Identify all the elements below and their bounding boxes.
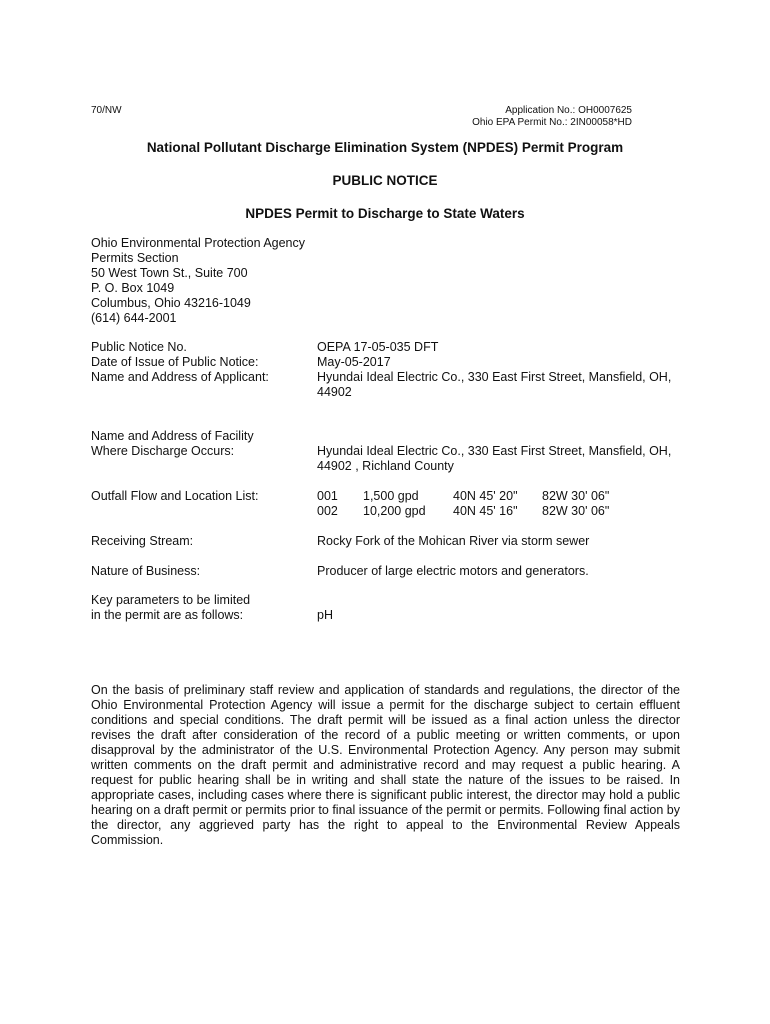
notice-no-label: Public Notice No. — [91, 340, 187, 354]
agency-city: Columbus, Ohio 43216-1049 — [91, 296, 251, 310]
applicant-line-2: 44902 — [317, 385, 352, 399]
program-title: National Pollutant Discharge Elimination System (NPDES) Permit Program — [146, 140, 624, 155]
issue-date-value: May-05-2017 — [317, 355, 391, 369]
facility-label-line-2: Where Discharge Occurs: — [91, 444, 235, 458]
applicant-label: Name and Address of Applicant: — [91, 370, 269, 384]
outfall-latitude: 40N 45' 20" — [453, 489, 518, 503]
agency-name: Ohio Environmental Protection Agency — [91, 236, 306, 250]
issue-date-label: Date of Issue of Public Notice: — [91, 355, 259, 369]
notice-title: PUBLIC NOTICE — [332, 173, 438, 188]
business-label: Nature of Business: — [91, 564, 201, 578]
key-parameters-label-line-2: in the permit are as follows: — [91, 608, 244, 622]
key-parameters-label-line-1: Key parameters to be limited — [91, 593, 251, 607]
business-value: Producer of large electric motors and generators. — [317, 564, 589, 578]
agency-address — [91, 236, 305, 326]
receiving-stream-value: Rocky Fork of the Mohican River via storm sewer — [317, 534, 590, 548]
facility-label-line-1: Name and Address of Facility — [91, 429, 254, 443]
application-number: Application No.: OH0007625 — [505, 105, 632, 116]
agency-street: 50 West Town St., Suite 700 — [91, 266, 248, 280]
permit-title: NPDES Permit to Discharge to State Waters — [245, 206, 525, 221]
outfall-flow: 10,200 gpd — [363, 504, 426, 518]
outfall-id: 001 — [317, 489, 338, 503]
outfall-label: Outfall Flow and Location List: — [91, 489, 259, 503]
notice-paragraph: On the basis of preliminary staff review and application of standards and regulations, the director of the Ohio Environmental Protection Agency will issue a permit for the discharge subject to certain effluent conditions and special conditions. The draft permit will be issued as a final action unless the director revises the draft after consideration of the record of a public meeting or written comments, or upon disapproval by the administrator of the U.S. Environmental Protection Agency. Any person may submit written comments on the draft permit and administrative record and may request a public hearing. A request for public hearing shall be in writing and shall state the nature of the issues to be raised. In appropriate cases, including cases where there is significant public interest, the director may hold a public hearing on a draft permit or permits prior to final issuance of the permit or permits. Following final action by the director, any aggrieved party has the right to appeal to the Environmental Review Appeals Commission. — [91, 683, 680, 847]
receiving-stream-label: Receiving Stream: — [91, 534, 194, 548]
epa-permit-number: Ohio EPA Permit No.: 2IN00058*HD — [472, 117, 632, 128]
agency-section: Permits Section — [91, 251, 179, 265]
facility-line-1: Hyundai Ideal Electric Co., 330 East First Street, Mansfield, OH, — [317, 444, 672, 458]
outfall-flow: 1,500 gpd — [363, 489, 419, 503]
outfall-id: 002 — [317, 504, 338, 518]
notice-no-value: OEPA 17-05-035 DFT — [317, 340, 439, 354]
agency-phone: (614) 644-2001 — [91, 311, 177, 325]
key-parameters-value: pH — [317, 608, 333, 622]
agency-po-box: P. O. Box 1049 — [91, 281, 175, 295]
facility-line-2: 44902 , Richland County — [317, 459, 454, 473]
outfall-latitude: 40N 45' 16" — [453, 504, 518, 518]
outfall-longitude: 82W 30' 06" — [542, 504, 610, 518]
applicant-line-1: Hyundai Ideal Electric Co., 330 East First Street, Mansfield, OH, — [317, 370, 672, 384]
outfall-longitude: 82W 30' 06" — [542, 489, 610, 503]
document-code: 70/NW — [91, 105, 122, 116]
